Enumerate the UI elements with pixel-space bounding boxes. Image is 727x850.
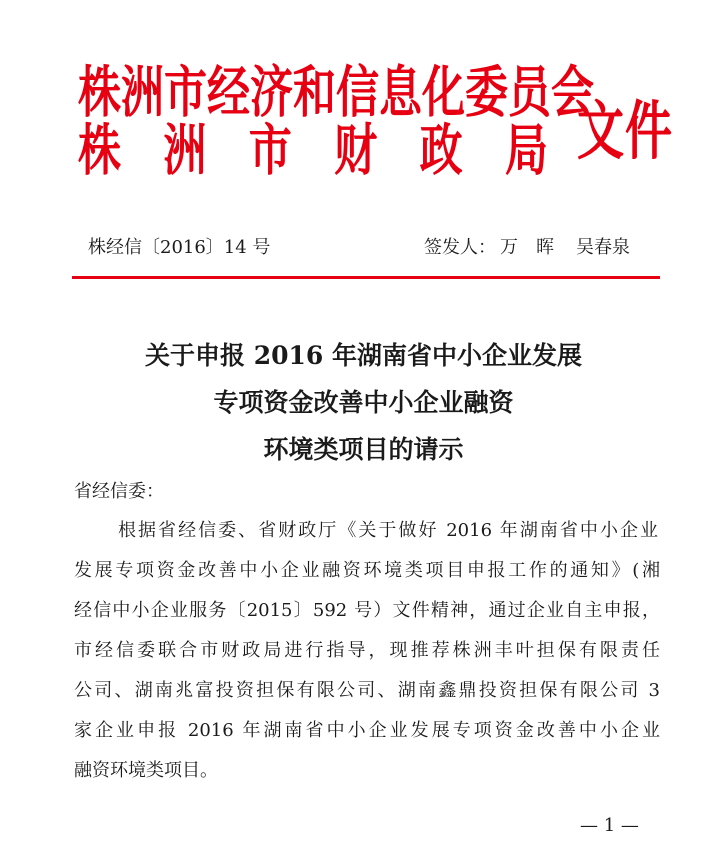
header-char: 和 [293, 60, 336, 126]
document-number: 株经信〔2016〕14 号 [88, 237, 271, 258]
header-char: 财 [334, 118, 378, 184]
red-separator-rule [72, 276, 660, 279]
body-text-line: 公司、湖南兆富投资担保有限公司、湖南鑫鼎投资担保有限公司 3 [74, 680, 660, 701]
document-type-label: 文件 [577, 95, 673, 170]
header-char: 员 [508, 60, 551, 126]
header-char: 市 [248, 118, 292, 184]
document-title-line: 关于申报 2016 年湖南省中小企业发展 [145, 341, 582, 370]
header-char: 局 [504, 118, 548, 184]
issuer-label: 签发人： [424, 237, 496, 258]
header-char: 信 [336, 60, 379, 126]
header-char: 政 [419, 118, 463, 184]
body-text-line: 根据省经信委、省财政厅《关于做好 2016 年湖南省中小企业 [118, 520, 658, 541]
body-text-line: 发展专项资金改善中小企业融资环境类项目申报工作的通知》(湘 [74, 560, 660, 581]
header-char: 经 [207, 60, 250, 126]
header-char: 市 [164, 60, 207, 126]
header-char: 株 [78, 118, 121, 184]
header-char: 会 [551, 60, 594, 126]
body-text-line: 市经信委联合市财政局进行指导，现推荐株洲丰叶担保有限责任 [74, 640, 660, 661]
header-char: 洲 [163, 118, 207, 184]
header-char: 株 [78, 60, 121, 126]
header-char: 洲 [121, 60, 164, 126]
issuer-name: 万 晖 [500, 237, 554, 258]
salutation: 省经信委： [74, 481, 164, 502]
header-char: 化 [422, 60, 465, 126]
issuing-org-finance-bureau [78, 115, 548, 188]
issuer-name: 吴春泉 [576, 237, 630, 258]
page-number: — 1 — [580, 815, 639, 836]
body-text-line: 家企业申报 2016 年湖南省中小企业发展专项资金改善中小企业 [74, 720, 660, 741]
header-char: 济 [250, 60, 293, 126]
issuer-line [424, 236, 630, 260]
body-text-line: 经信中小企业服务〔2015〕592 号）文件精神，通过企业自主申报， [74, 600, 660, 621]
document-title-line: 环境类项目的请示 [263, 435, 464, 464]
body-text-line: 融资环境类项目。 [74, 760, 218, 781]
document-title-line: 专项资金改善中小企业融资 [213, 388, 514, 417]
header-char: 委 [465, 60, 508, 126]
header-char: 息 [379, 60, 422, 126]
